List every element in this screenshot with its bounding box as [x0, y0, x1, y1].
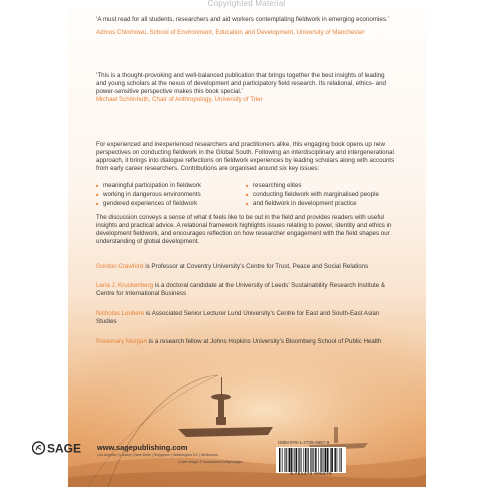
endorsement-1: [96, 16, 396, 37]
barcode-bar: [318, 448, 319, 472]
issue-item: ■ meaningful participation in fieldwork: [96, 182, 236, 190]
barcode-bar: [281, 448, 282, 472]
sage-logo: [32, 441, 94, 455]
endorsement-2: [96, 72, 396, 104]
barcode-bar: [286, 448, 287, 472]
discussion-paragraph: The discussion conveys a sense of what it feels like to be out in the field and provides readers with useful insights and practical advice. A relational framework highlights issues relating to power, identity and ethics in development fieldwork, and encourages reflection on how researcher engagement with the field shapes our understanding of global development.: [96, 214, 392, 245]
barcode-bar: [335, 448, 336, 472]
barcode-bar: [337, 448, 338, 472]
barcode-bar: [331, 448, 333, 472]
barcode-bar: [320, 448, 321, 472]
barcode-bar: [324, 448, 325, 472]
barcode-bar: [316, 448, 317, 472]
author-name: Rosemary Morgan: [96, 338, 147, 345]
sage-logo-text: SAGE: [47, 441, 82, 455]
author-bio-1: [96, 263, 396, 271]
author-bio-text: is Professor at Coventry University’s Centre for Trust, Peace and Social Relations: [143, 263, 369, 270]
barcode-bar: [279, 448, 280, 472]
barcode-bar: [315, 448, 316, 472]
barcode-bar: [296, 448, 298, 472]
author-bio-text: is Associated Senior Lecturer Lund University’s Centre for East and South-East Asian Studies: [96, 310, 380, 325]
publisher-url: www.sagepublishing.com: [97, 443, 188, 452]
barcode-bar: [288, 448, 289, 472]
barcode-bar: [305, 448, 306, 472]
issue-item: ■ gendered experiences of fieldwork: [96, 200, 236, 208]
author-bio-text: is a doctoral candidate at the University of Leeds’ Sustainability Research Institute & Centre for International Business: [96, 282, 386, 297]
barcode-bar: [308, 448, 309, 472]
barcode-bar: [330, 448, 331, 472]
endorsement-2-attribution: Michael Schönhuth, Chair of Anthropology, University of Trier: [96, 95, 263, 103]
issue-item: ■ conducting fieldwork with marginalised people: [246, 191, 396, 199]
author-name: Nicholas Loubere: [96, 310, 145, 317]
barcode-bar: [291, 448, 292, 472]
barcode-bar: [307, 448, 308, 472]
issue-item: ■ working in dangerous environments: [96, 191, 236, 199]
author-bio-2: [96, 282, 396, 298]
isbn-label: ISBN 978-1-4739-0667-9: [278, 440, 330, 445]
issues-list-left: [96, 182, 236, 209]
issue-item: ■ researching elites: [246, 182, 396, 190]
endorsement-2-quote: ‘This is a thought-provoking and well-balanced publication that brings together the best insights of leading and young scholars at the nexus of development and participatory field research. Its relational, ethics- and power-sensitive perspective makes this book special.’: [96, 72, 386, 95]
endorsement-1-quote: ‘A must read for all students, researchers and aid workers contemplating fieldwork in emerging economies.’: [96, 16, 390, 23]
barcode-bar: [327, 448, 328, 472]
author-bio-4: [96, 338, 396, 346]
barcode-bar: [310, 448, 311, 472]
author-bio-3: [96, 310, 396, 326]
issue-item: ■ and fieldwork in development practice: [246, 200, 396, 208]
barcode-bar: [289, 448, 291, 472]
author-name: Gordon Crawford: [96, 263, 144, 270]
intro-paragraph: For experienced and inexperienced researchers and practitioners alike, this engaging book opens up new perspectives on conducting fieldwork in the Global South. Following an interdisciplinary and intergenerational approach, it brings into dialogue reflections on fieldwork experiences by leading scholars along with accounts from early career researchers. Contributions are organised around six key issues:: [96, 141, 395, 172]
barcode-bar: [298, 448, 299, 472]
barcode-bar: [313, 448, 314, 472]
publisher-cities: Los Angeles | London | New Delhi | Singapore | Washington DC | Melbourne: [97, 453, 219, 457]
endorsement-1-attribution: Admos Chimhowu, School of Environment, Education and Development, University of Manchester: [96, 28, 365, 36]
author-bio-text: is a research fellow at Johns Hopkins University’s Bloomberg School of Public Health: [146, 338, 382, 345]
barcode-bar: [282, 448, 283, 472]
barcode-bars: [278, 448, 344, 472]
barcode-bar: [285, 448, 286, 472]
issues-list-right: [246, 182, 396, 209]
barcode-bar: [301, 448, 302, 472]
barcode-bar: [321, 448, 322, 472]
cover-image-credit: Cover image © loouepixels/GettyImages: [178, 460, 243, 464]
copyright-watermark: Copyrighted Material: [207, 0, 286, 8]
isbn-barcode: [276, 447, 346, 473]
barcode-bar: [311, 448, 312, 472]
barcode-bar: [325, 448, 327, 472]
barcode-bar: [329, 448, 330, 472]
barcode-bar: [341, 448, 342, 472]
barcode-bar: [334, 448, 335, 472]
barcode-bar: [293, 448, 294, 472]
barcode-bar: [303, 448, 304, 472]
barcode-bar: [294, 448, 295, 472]
author-name: Lena J. Kruckenberg: [96, 282, 154, 289]
barcode-bar: [339, 448, 340, 472]
book-back-cover: [68, 8, 426, 487]
barcode-bar: [299, 448, 300, 472]
barcode-number: 9 781473 906679: [290, 472, 332, 477]
